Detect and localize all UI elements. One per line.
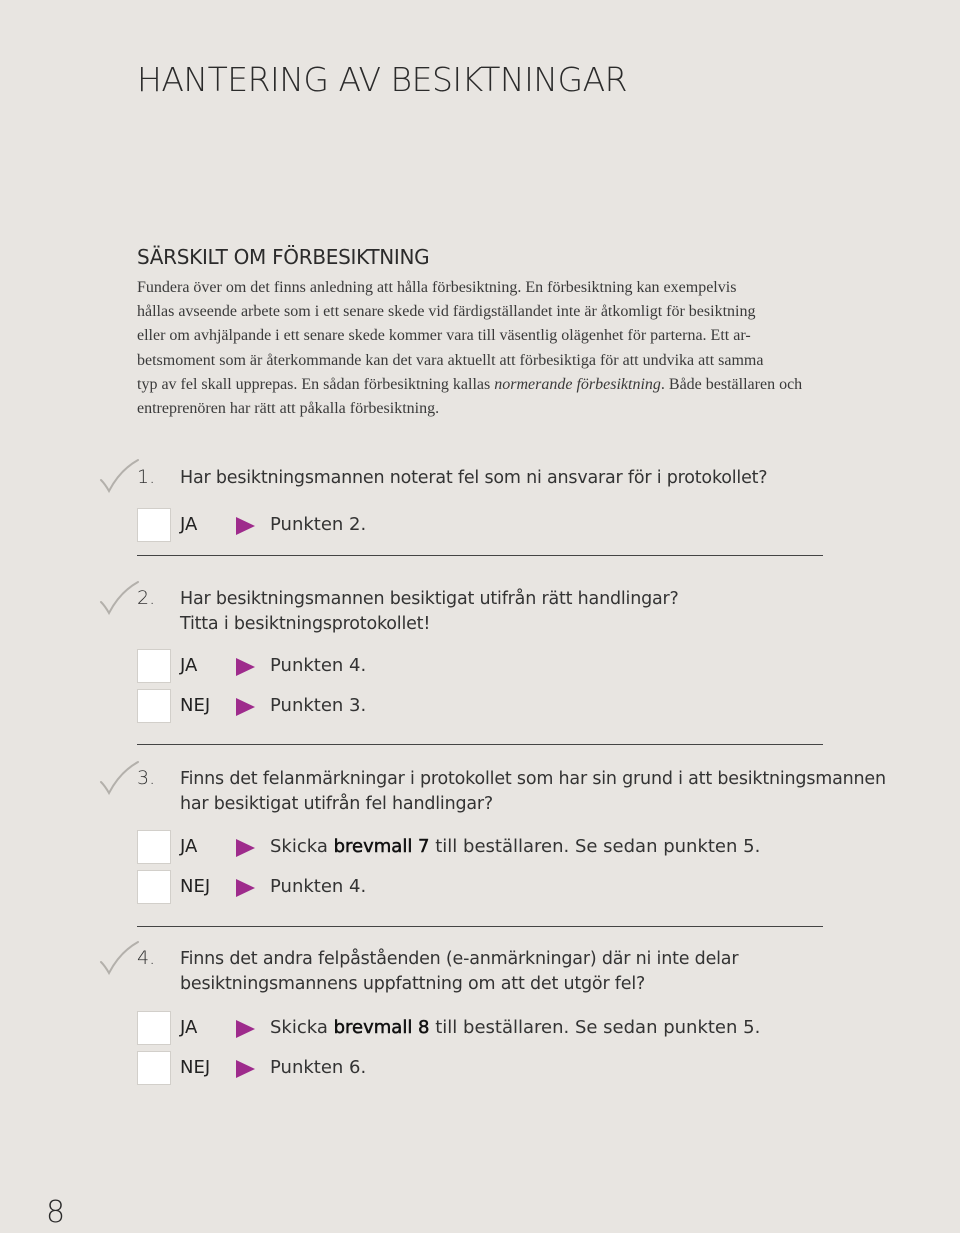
result-text: Punkten 4. <box>270 876 367 897</box>
option-label: JA <box>180 514 198 535</box>
divider <box>137 744 823 745</box>
paragraph-line: Fundera över om det finns anledning att hålla förbesiktning. En förbesiktning kan exempelvis <box>137 279 737 296</box>
question-line: besiktningsmannens uppfattning om att det utgör fel? <box>180 973 646 994</box>
triangle-right-icon <box>236 1020 255 1038</box>
checkbox[interactable] <box>137 689 171 723</box>
question-number: 4. <box>137 947 156 969</box>
checkbox[interactable] <box>137 830 171 864</box>
question-number: 2. <box>137 587 156 609</box>
question-text <box>180 466 767 491</box>
option-result <box>270 695 366 716</box>
result-text: Punkten 2. <box>270 514 367 535</box>
option-result <box>270 1017 760 1038</box>
section-heading: SÄRSKILT OM FÖRBESIKTNING <box>137 245 430 269</box>
checkbox[interactable] <box>137 649 171 683</box>
checkmark-icon <box>98 940 140 980</box>
question-text <box>180 587 679 636</box>
option-result <box>270 836 760 857</box>
checkbox[interactable] <box>137 508 171 542</box>
option-result <box>270 876 366 897</box>
checkbox[interactable] <box>137 1011 171 1045</box>
option-ja <box>137 830 837 866</box>
triangle-right-icon <box>236 698 255 716</box>
result-text: till beställaren. Se sedan punkten 5. <box>429 1017 761 1038</box>
checkmark-icon <box>98 458 140 498</box>
question-line: Finns det andra felpåståenden (e-anmärkningar) där ni inte delar <box>180 949 739 969</box>
option-ja <box>137 1011 837 1047</box>
result-text: Skicka <box>270 836 334 857</box>
option-nej <box>137 870 837 906</box>
question-number: 3. <box>137 767 156 789</box>
result-text: Skicka <box>270 1017 334 1038</box>
result-text: Punkten 3. <box>270 695 367 716</box>
option-ja <box>137 649 837 685</box>
paragraph-line-tail: . Både beställaren och <box>660 375 803 393</box>
option-result <box>270 1057 366 1078</box>
paragraph-line: entreprenören har rätt att påkalla förbesiktning. <box>137 400 440 418</box>
checkbox[interactable] <box>137 870 171 904</box>
triangle-right-icon <box>236 1060 255 1078</box>
paragraph-line: betsmoment som är återkommande kan det vara aktuellt att förbesiktiga för att undvika att samma <box>137 351 764 369</box>
question-line: har besiktigat utifrån fel handlingar? <box>180 793 493 814</box>
question-line: Finns det felanmärkningar i protokollet som har sin grund i att besiktningsmannen <box>180 769 886 789</box>
paragraph-line: hållas avseende arbete som i ett senare skede vid färdigställandet inte är åtkomligt för besiktning <box>137 303 756 321</box>
triangle-right-icon <box>236 839 255 857</box>
result-text: Punkten 6. <box>270 1057 367 1078</box>
letter-template-name: brevmall 7 <box>333 836 430 857</box>
page-title: HANTERING AV BESIKTNINGAR <box>137 60 628 99</box>
option-nej <box>137 1051 837 1087</box>
paragraph-line: eller om avhjälpande i ett senare skede kommer vara till väsentlig olägenhet för parterna. Ett ar- <box>137 327 751 345</box>
paragraph-line-head: typ av fel skall upprepas. En sådan förbesiktning kallas <box>137 375 495 393</box>
triangle-right-icon <box>236 517 255 535</box>
checkbox[interactable] <box>137 1051 171 1085</box>
checkmark-icon <box>98 760 140 800</box>
paragraph-line <box>137 373 837 397</box>
option-label: NEJ <box>180 876 211 897</box>
divider <box>137 926 823 927</box>
question-number: 1. <box>137 466 156 488</box>
option-ja <box>137 508 837 544</box>
option-result <box>270 514 366 535</box>
intro-paragraph <box>137 276 837 421</box>
triangle-right-icon <box>236 879 255 897</box>
checkmark-icon <box>98 580 140 620</box>
question-line: Har besiktningsmannen besiktigat utifrån rätt handlingar? <box>180 589 679 609</box>
divider <box>137 555 823 556</box>
letter-template-name: brevmall 8 <box>333 1017 430 1038</box>
option-label: JA <box>180 1017 198 1038</box>
question-line: Har besiktningsmannen noterat fel som ni ansvarar för i protokollet? <box>180 468 768 488</box>
result-text: till beställaren. Se sedan punkten 5. <box>429 836 761 857</box>
option-label: JA <box>180 836 198 857</box>
page-number: 8 <box>46 1195 66 1230</box>
question-line: Titta i besiktningsprotokollet! <box>180 613 431 634</box>
option-label: NEJ <box>180 695 211 716</box>
emphasis-term: normerande förbesiktning <box>494 375 661 393</box>
option-label: JA <box>180 655 198 676</box>
question-text <box>180 947 738 996</box>
triangle-right-icon <box>236 658 255 676</box>
question-text <box>180 767 886 816</box>
option-result <box>270 655 366 676</box>
option-nej <box>137 689 837 725</box>
result-text: Punkten 4. <box>270 655 367 676</box>
option-label: NEJ <box>180 1057 211 1078</box>
